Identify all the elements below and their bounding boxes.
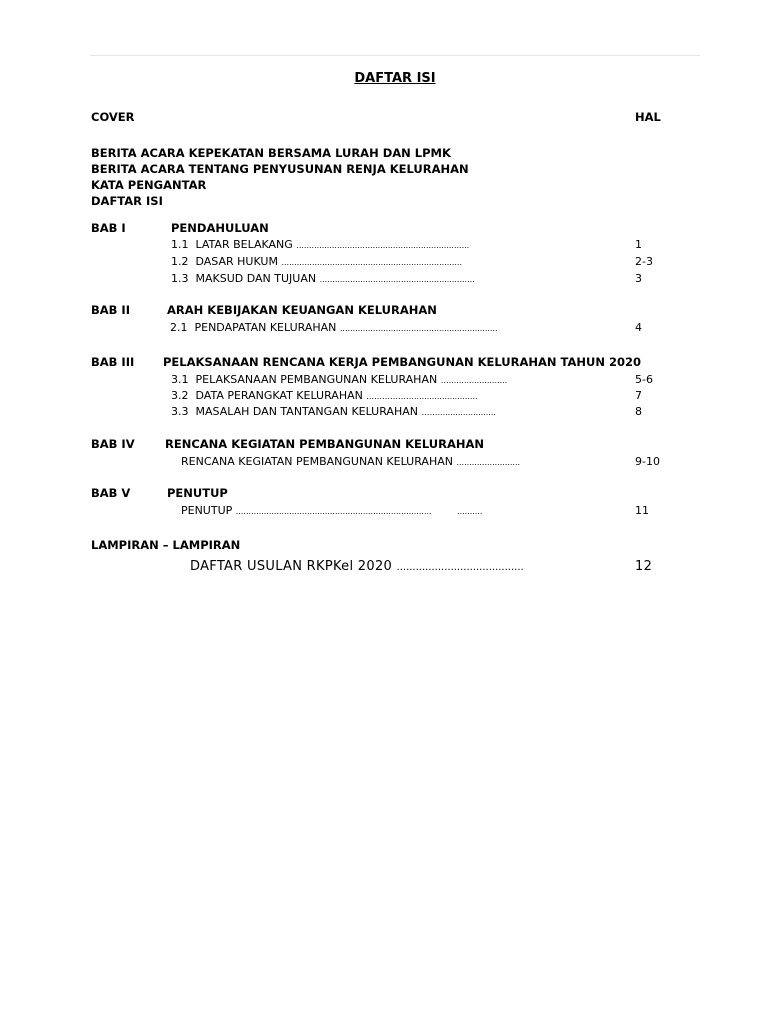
dot-leader: ............................................................. [319, 275, 475, 284]
dot-leader: ……....................... [421, 408, 496, 417]
page-column-header: HAL [635, 110, 661, 124]
front-matter-item: DAFTAR ISI [91, 194, 163, 208]
dot-leader: .................................................................... [296, 241, 470, 250]
chapter-label: BAB I [91, 221, 126, 235]
entry-page: 7 [635, 389, 642, 402]
front-matter-item: BERITA ACARA TENTANG PENYUSUNAN RENJA KELURAHAN [91, 162, 469, 176]
entry-text: DATA PERANGKAT KELURAHAN [195, 389, 363, 402]
chapter-title: PENDAHULUAN [171, 221, 269, 235]
dot-leader: ............................................................................. .......... [235, 507, 483, 516]
dot-leader: ........................................ [396, 562, 524, 573]
dot-leader: …....................... [440, 376, 508, 385]
front-matter-item: BERITA ACARA KEPEKATAN BERSAMA LURAH DAN LPMK [91, 146, 451, 160]
dot-leader: ....................................................................... [281, 258, 462, 267]
entry-text: MAKSUD DAN TUJUAN [195, 272, 317, 285]
entry-text: LATAR BELAKANG [195, 238, 293, 251]
chapter-label: BAB II [91, 303, 130, 317]
entry-number: 3.2 [171, 389, 189, 402]
dot-leader: ..…………….......................... [366, 392, 478, 401]
entry-page: 5-6 [635, 373, 653, 386]
toc-entry [190, 560, 524, 573]
page-title: DAFTAR ISI [354, 71, 436, 86]
entry-page: 9-10 [635, 455, 660, 468]
dot-leader: .............................................................. [339, 324, 498, 333]
appendix-title: LAMPIRAN – LAMPIRAN [91, 538, 241, 552]
entry-text: RENCANA KEGIATAN PEMBANGUNAN KELURAHAN [181, 455, 453, 468]
chapter-title: PENUTUP [167, 486, 228, 500]
toc-entry [170, 322, 498, 333]
chapter-label: BAB V [91, 486, 131, 500]
entry-page: 11 [635, 504, 649, 517]
entry-page: 2-3 [635, 255, 653, 268]
toc-entry [171, 256, 462, 267]
chapter-label: BAB III [91, 355, 135, 369]
entry-number: 3.1 [171, 373, 189, 386]
front-matter-item: KATA PENGANTAR [91, 178, 207, 192]
dot-leader: ......................... [456, 458, 521, 467]
chapter-title: ARAH KEBIJAKAN KEUANGAN KELURAHAN [167, 303, 437, 317]
chapter-label: BAB IV [91, 437, 135, 451]
cover-label: COVER [91, 110, 135, 124]
entry-page: 3 [635, 272, 642, 285]
entry-number: 3.3 [171, 405, 189, 418]
toc-entry [181, 456, 520, 467]
entry-text: PENDAPATAN KELURAHAN [194, 321, 337, 334]
entry-number: 2.1 [170, 321, 188, 334]
entry-text: PENUTUP [181, 504, 233, 517]
toc-entry [171, 273, 475, 284]
chapter-title: RENCANA KEGIATAN PEMBANGUNAN KELURAHAN [165, 437, 485, 451]
entry-number: 1.3 [171, 272, 189, 285]
entry-page: 4 [635, 321, 642, 334]
entry-number: 1.1 [171, 238, 189, 251]
chapter-title: PELAKSANAAN RENCANA KERJA PEMBANGUNAN KELURAHAN TAHUN 2020 [163, 355, 641, 369]
entry-text: DASAR HUKUM [195, 255, 278, 268]
entry-page: 1 [635, 238, 642, 251]
entry-text: PELAKSANAAN PEMBANGUNAN KELURAHAN [195, 373, 438, 386]
top-divider [90, 55, 700, 56]
entry-page: 8 [635, 405, 642, 418]
toc-entry [181, 505, 482, 516]
toc-entry [171, 406, 496, 417]
toc-entry [171, 374, 507, 385]
toc-entry [171, 390, 478, 401]
entry-text: DAFTAR USULAN RKPKel 2020 [190, 559, 393, 574]
toc-entry [171, 239, 469, 250]
entry-text: MASALAH DAN TANTANGAN KELURAHAN [195, 405, 418, 418]
entry-number: 1.2 [171, 255, 189, 268]
entry-page: 12 [635, 559, 653, 574]
